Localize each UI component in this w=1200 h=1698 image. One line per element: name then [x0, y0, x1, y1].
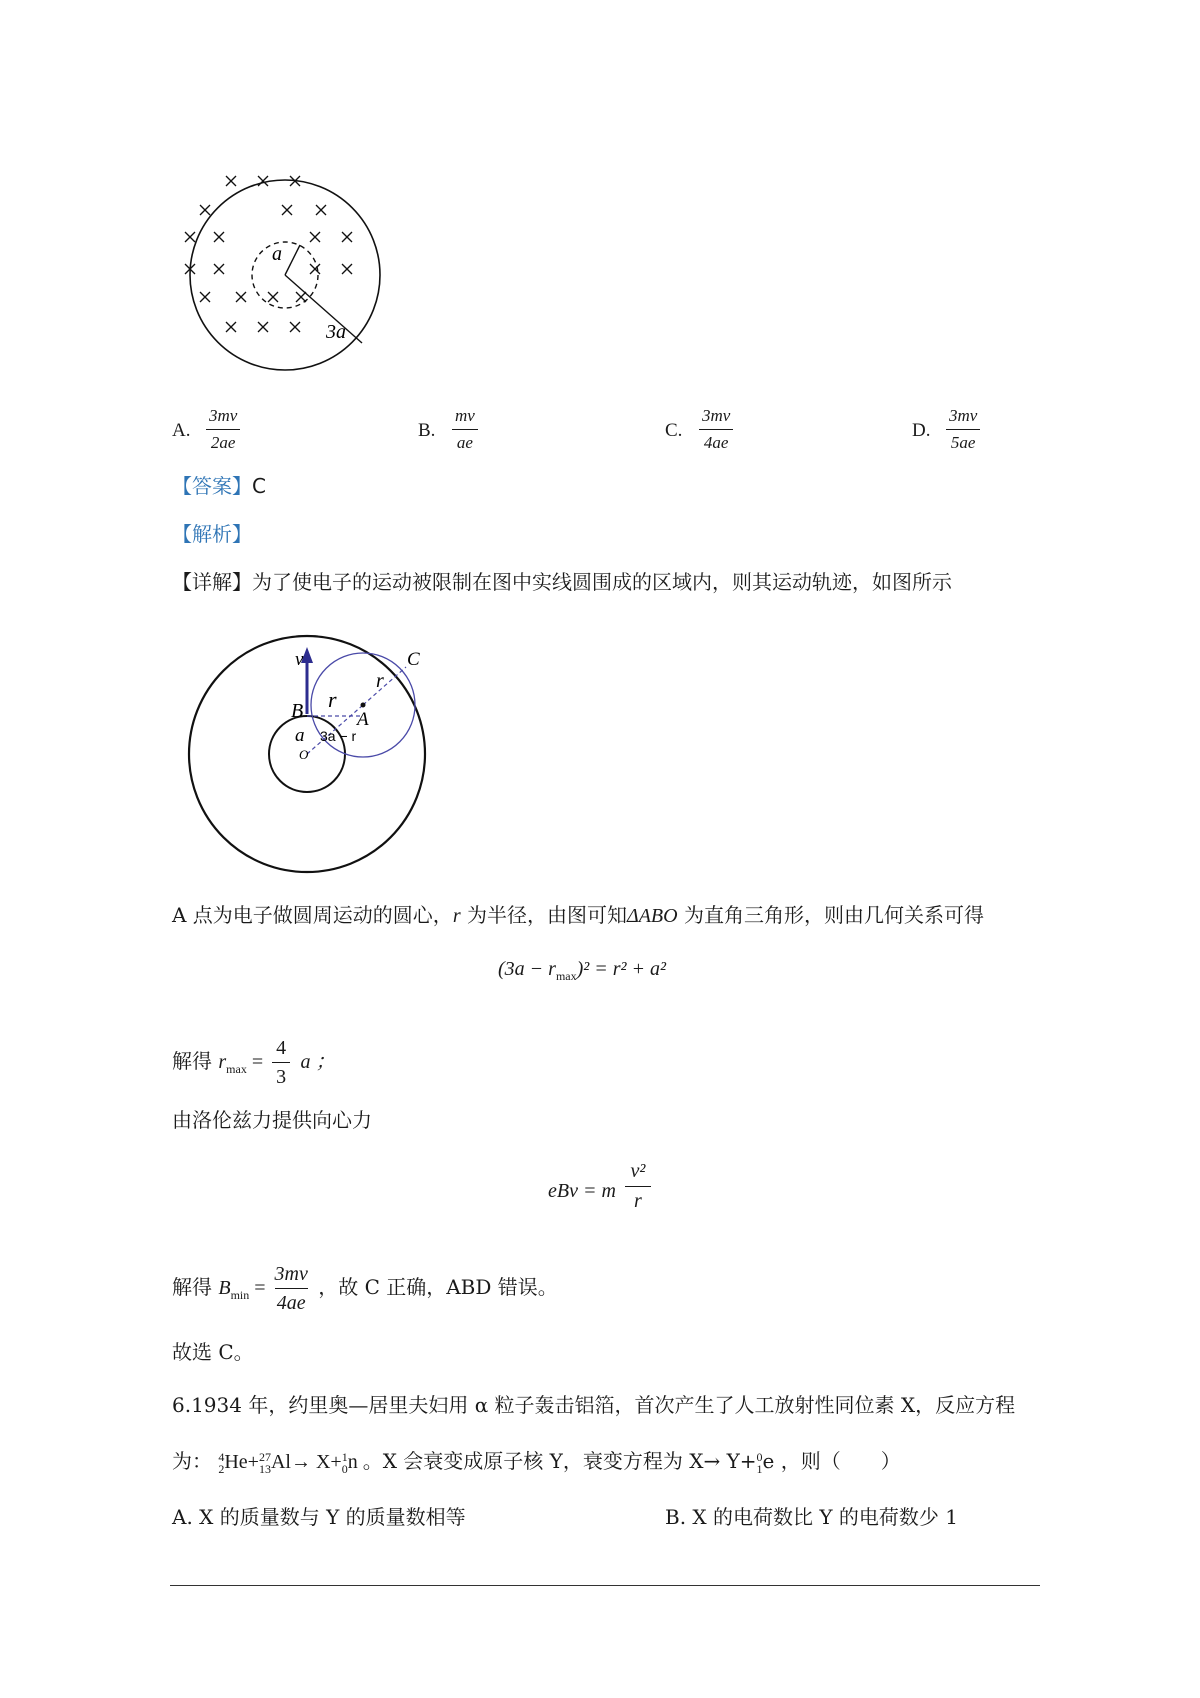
answer-value: C: [252, 474, 266, 498]
eq2-fraction: $\frac{\text{v²}}{r}$: [625, 1160, 651, 1213]
origin-label: O: [299, 747, 309, 762]
solve1-fraction: $\frac{4}{3}$: [272, 1036, 290, 1089]
para-a-triangle: ΔABO: [626, 905, 678, 927]
al-nuclide: 27 13: [258, 1449, 271, 1476]
paragraph-center: [172, 903, 984, 928]
radius-label-2: r: [376, 670, 384, 692]
he-symbol: He+: [224, 1451, 259, 1473]
solve-r-max: [172, 1036, 335, 1089]
solve1-eq: =: [246, 1051, 269, 1073]
q6-line2-pre: 为：: [172, 1449, 212, 1473]
option-d-fraction[interactable]: 3mv 5ae: [946, 406, 980, 453]
solve2-sub: min: [230, 1288, 250, 1302]
inner-radius-label: a: [295, 725, 305, 746]
point-c-label: C: [407, 649, 420, 670]
footer-divider: [170, 1585, 1040, 1586]
option-d-label[interactable]: D.: [912, 420, 931, 441]
solve2-eq: =: [249, 1277, 271, 1299]
eq2-lhs: eBv = m: [548, 1180, 616, 1202]
solve1-sub: max: [226, 1062, 247, 1076]
question-6-line1: 6.1934 年，约里奥—居里夫妇用 α 粒子轰击铝箔，首次产生了人工放射性同位素 X，反应方程: [172, 1393, 1016, 1417]
point-a-label: A: [357, 709, 369, 730]
option-a-fraction[interactable]: 3mv 2ae: [206, 406, 240, 453]
q6-line2-end: e ，则（ ）: [762, 1449, 901, 1473]
solve2-pre: 解得: [172, 1275, 219, 1299]
question-6-line2: [172, 1449, 901, 1475]
question-6-option-a[interactable]: A. X 的质量数与 Y 的质量数相等: [172, 1505, 466, 1529]
equation-geometry: [498, 958, 666, 984]
magnetic-field-figure: [180, 170, 390, 380]
solve1-pre: 解得: [172, 1049, 219, 1073]
solve2-fraction: $\frac{3mv}{4ae}$: [274, 1263, 308, 1314]
answer-tag: 【答案】: [172, 474, 252, 498]
solve1-post: a ；: [300, 1051, 336, 1073]
inner-radius-label: a: [272, 243, 282, 265]
para-a-r: r: [452, 905, 461, 927]
velocity-label: v: [295, 649, 304, 670]
conclusion: 故选 C。: [172, 1340, 254, 1364]
lorentz-paragraph: 由洛伦兹力提供向心力: [172, 1108, 372, 1132]
option-b-label[interactable]: B.: [418, 420, 436, 441]
para-a-mid: 为半径，由图可知: [460, 903, 627, 927]
outer-radius-label: 3a: [326, 321, 346, 343]
solve-b-min: [172, 1262, 558, 1315]
eq1-sub: max: [555, 969, 577, 983]
detail-tag: 【详解】: [172, 570, 252, 594]
he-nuclide: 4 2: [218, 1449, 225, 1476]
option-a-label[interactable]: A.: [172, 420, 191, 441]
detail-text: 为了使电子的运动被限制在图中实线圆围成的区域内，则其运动轨迹，如图所示: [252, 570, 952, 594]
segment-label: 3a − r: [320, 728, 357, 744]
analysis-tag: 【解析】: [172, 522, 252, 546]
question-6-option-b[interactable]: B. X 的电荷数比 Y 的电荷数少 1: [665, 1505, 959, 1529]
positron-nuclide: 0 1: [756, 1449, 763, 1476]
answer-line: [172, 474, 266, 498]
solve1-r: r: [218, 1051, 227, 1073]
q6-line2-post: 。X 会衰变成原子核 Y，衰变方程为 X→ Y+: [362, 1449, 757, 1473]
option-b-fraction[interactable]: mv ae: [452, 406, 478, 453]
option-c-label[interactable]: C.: [665, 420, 683, 441]
eq1-lhs: (3a − r: [498, 958, 556, 980]
option-c-fraction[interactable]: 3mv 4ae: [699, 406, 733, 453]
point-b-label: B: [291, 700, 304, 722]
equation-lorentz: [548, 1160, 651, 1213]
neutron-symbol: n: [347, 1451, 363, 1473]
detail-paragraph: [172, 570, 952, 594]
para-a-post: 为直角三角形，则由几何关系可得: [677, 903, 984, 927]
solve2-b: B: [218, 1277, 231, 1299]
trajectory-figure: [185, 625, 445, 875]
eq1-rhs: )² = r² + a²: [576, 958, 667, 980]
solve2-post: ，故 C 正确，ABD 错误。: [318, 1275, 558, 1299]
neutron-nuclide: 1 0: [341, 1449, 348, 1476]
para-a-pre: A 点为电子做圆周运动的圆心，: [172, 903, 453, 927]
al-symbol: Al→ X+: [270, 1451, 342, 1473]
radius-label-1: r: [328, 687, 337, 712]
